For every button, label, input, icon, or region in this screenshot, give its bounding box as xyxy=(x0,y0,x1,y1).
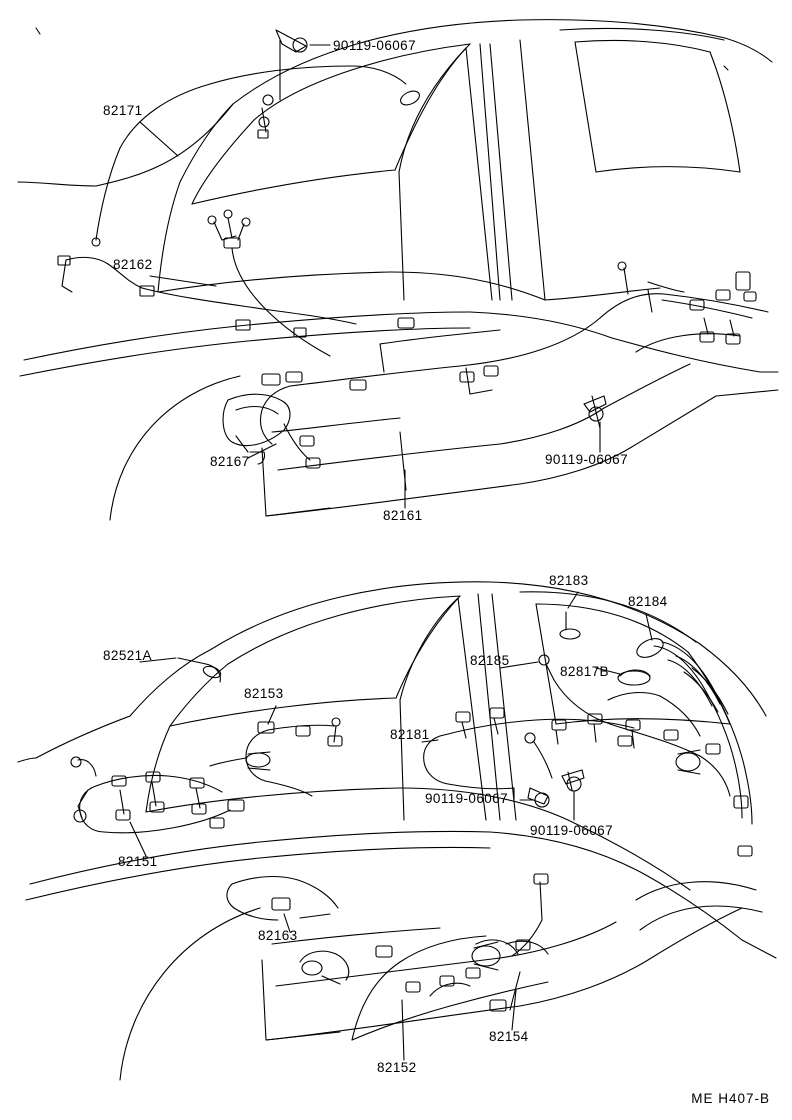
callout-label: 82163 xyxy=(258,928,298,943)
callout-label: 82161 xyxy=(383,508,423,523)
callout-label: 90119-06067 xyxy=(545,452,628,467)
callout-label: 90119-06067 xyxy=(530,823,613,838)
diagram-footer-code: ME H407-B xyxy=(691,1091,770,1106)
callout-label: 82153 xyxy=(244,686,284,701)
callout-label: 82154 xyxy=(489,1029,529,1044)
callout-label: 82817B xyxy=(560,664,609,679)
callout-label: 82167 xyxy=(210,454,250,469)
callout-label: 82162 xyxy=(113,257,153,272)
callout-label: 82185 xyxy=(470,653,510,668)
callout-label: 90119-06067 xyxy=(333,38,416,53)
callout-label: 82171 xyxy=(103,103,143,118)
callout-label: 82184 xyxy=(628,594,668,609)
callout-label: 82151 xyxy=(118,854,158,869)
callout-label: 90119-06067 xyxy=(425,791,508,806)
callout-label: 82183 xyxy=(549,573,589,588)
callout-label: 82181 xyxy=(390,727,430,742)
callout-label: 82152 xyxy=(377,1060,417,1075)
callout-label: 82521A xyxy=(103,648,152,663)
